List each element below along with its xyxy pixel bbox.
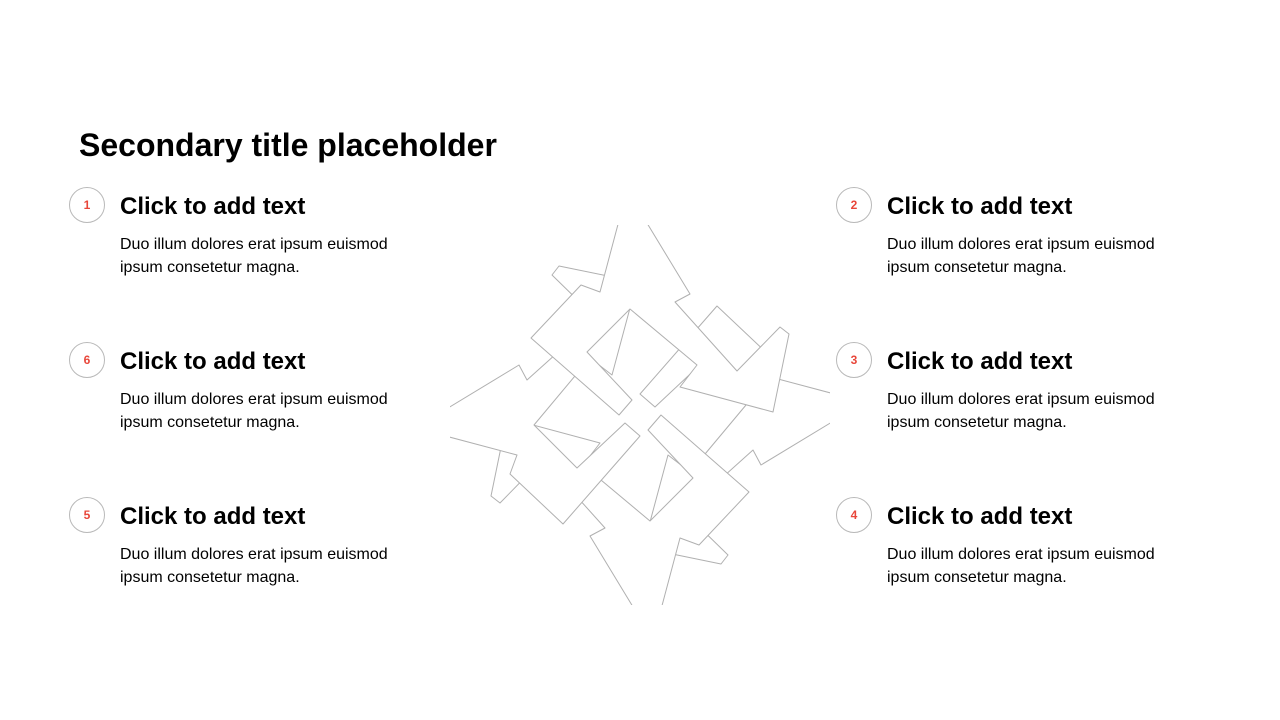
step-badge-3: 3 (836, 342, 872, 378)
item-title-2[interactable]: Click to add text (887, 193, 1073, 220)
step-badge-2: 2 (836, 187, 872, 223)
item-title-5[interactable]: Click to add text (120, 503, 306, 530)
item-title-6[interactable]: Click to add text (120, 348, 306, 375)
item-title-4[interactable]: Click to add text (887, 503, 1073, 530)
item-desc-5[interactable]: Duo illum dolores erat ipsum euismod ipsum consetetur magna. (120, 546, 388, 586)
item-desc-2[interactable]: Duo illum dolores erat ipsum euismod ipsum consetetur magna. (887, 236, 1155, 276)
item-desc-4[interactable]: Duo illum dolores erat ipsum euismod ipsum consetetur magna. (887, 546, 1155, 586)
cycle-arrows-graphic (450, 225, 830, 605)
step-badge-4: 4 (836, 497, 872, 533)
item-desc-3[interactable]: Duo illum dolores erat ipsum euismod ipsum consetetur magna. (887, 391, 1155, 431)
page-title[interactable]: Secondary title placeholder (79, 127, 497, 163)
item-title-3[interactable]: Click to add text (887, 348, 1073, 375)
item-desc-1[interactable]: Duo illum dolores erat ipsum euismod ipsum consetetur magna. (120, 236, 388, 276)
item-desc-6[interactable]: Duo illum dolores erat ipsum euismod ipsum consetetur magna. (120, 391, 388, 431)
step-badge-5: 5 (69, 497, 105, 533)
step-badge-1: 1 (69, 187, 105, 223)
item-title-1[interactable]: Click to add text (120, 193, 306, 220)
step-badge-6: 6 (69, 342, 105, 378)
